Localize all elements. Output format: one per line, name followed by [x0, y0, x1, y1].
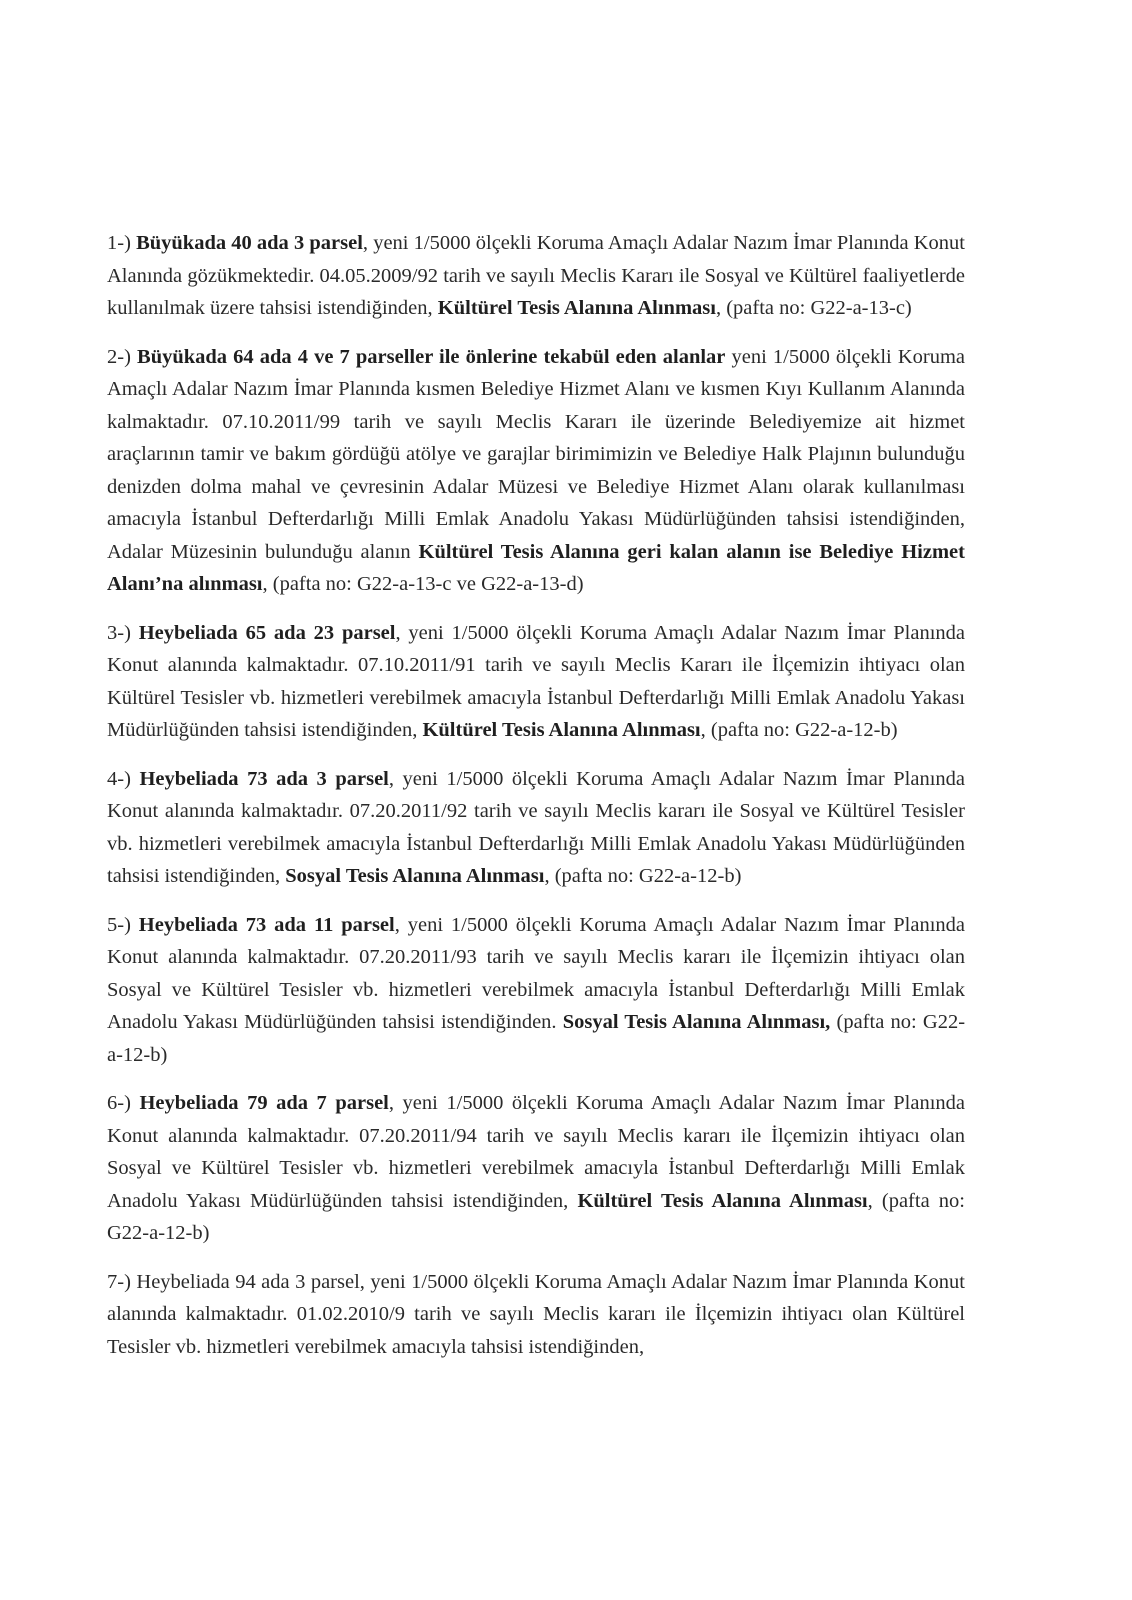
body-text: , yeni 1/5000 ölçekli Koruma Amaçlı Adalar Nazım İmar Planında Konut Alanında gözükmektedir. 04.05.2009/92 tarih ve sayılı Meclis Kararı ile Sosyal ve Kültürel faaliyetlerde kullanılmak üzere tahsisi istendiğinden,	[107, 232, 965, 319]
item-paragraph	[107, 1266, 965, 1364]
bold-text: Heybeliada 73 ada 11 parsel	[138, 913, 395, 936]
body-text: , yeni 1/5000 ölçekli Koruma Amaçlı Adalar Nazım İmar Planında Konut alanında kalmaktadır. 07.10.2011/91 tarih ve sayılı Meclis Kararı ile İlçemizin ihtiyacı olan Kültürel Tesisler vb. hizmetleri verebilmek amacıyla İstanbul Defterdarlığı Milli Emlak Anadolu Yakası Müdürlüğünden tahsisi istendiğinden,	[107, 621, 965, 741]
list-item	[107, 617, 965, 747]
item-paragraph	[107, 763, 965, 893]
body-text: , yeni 1/5000 ölçekli Koruma Amaçlı Adalar Nazım İmar Planında Konut alanında kalmaktadır. 07.20.2011/94 tarih ve sayılı Meclis kararı ile İlçemizin ihtiyacı olan Sosyal ve Kültürel Tesisler vb. hizmetleri verebilmek amacıyla İstanbul Defterdarlığı Milli Emlak Anadolu Yakası Müdürlüğünden tahsisi istendiğinden,	[107, 1092, 965, 1212]
bold-text: Sosyal Tesis Alanına Alınması,	[562, 1011, 831, 1033]
bold-text: Kültürel Tesis Alanına Alınması	[422, 719, 701, 741]
bold-text: Kültürel Tesis Alanına geri kalan alanın ise Belediye Hizmet Alanı’na alınması	[107, 540, 965, 595]
bold-text: Kültürel Tesis Alanına Alınması	[437, 297, 716, 319]
list-item	[107, 341, 965, 601]
item-number: 7-)	[107, 1270, 137, 1293]
item-paragraph	[107, 1087, 965, 1250]
list-item	[107, 1087, 965, 1250]
bold-text: Heybeliada 79 ada 7 parsel	[139, 1092, 389, 1114]
body-text: , (pafta no: G22-a-12-b)	[107, 1189, 965, 1244]
body-text: , (pafta no: G22-a-12-b)	[700, 719, 898, 741]
item-paragraph	[107, 617, 965, 747]
item-number: 3-)	[107, 621, 139, 644]
list-item	[107, 1266, 965, 1364]
body-text: , yeni 1/5000 ölçekli Koruma Amaçlı Adalar Nazım İmar Planında Konut alanında kalmaktadır. 07.20.2011/92 tarih ve sayılı Meclis kararı ile Sosyal ve Kültürel Tesisler vb. hizmetleri verebilmek amacıyla İstanbul Defterdarlığı Milli Emlak Anadolu Yakası Müdürlüğünden tahsisi istendiğinden,	[107, 767, 965, 887]
body-text: yeni 1/5000 ölçekli Koruma Amaçlı Adalar Nazım İmar Planında kısmen Belediye Hizmet Alanı ve kısmen Kıyı Kullanım Alanında kalmaktadır. 07.10.2011/99 tarih ve sayılı Meclis Kararı ile üzerinde Belediyemize ait hizmet araçlarının tamir ve bakım gördüğü atölye ve garajlar birimimizin ve Belediye Halk Plajının bulunduğu denizden dolma mahal ve çevresinin Adalar Müzesi ve Belediye Hizmet Alanı olarak kullanılması amacıyla İstanbul Defterdarlığı Milli Emlak Anadolu Yakası Müdürlüğünden tahsisi istendiğinden, Adalar Müzesinin bulunduğu alanın	[107, 345, 965, 563]
list-item	[107, 227, 965, 325]
item-number: 2-)	[107, 345, 138, 368]
item-paragraph	[107, 909, 965, 1072]
document-page	[107, 227, 965, 1379]
body-text: , (pafta no: G22-a-13-c ve G22-a-13-d)	[262, 573, 584, 595]
list-item	[107, 909, 965, 1072]
bold-text: Sosyal Tesis Alanına Alınması	[285, 865, 545, 887]
item-number: 1-)	[107, 232, 137, 254]
bold-text: Heybeliada 65 ada 23 parsel	[138, 621, 396, 644]
body-text: , yeni 1/5000 ölçekli Koruma Amaçlı Adalar Nazım İmar Planında Konut alanında kalmaktadır. 07.20.2011/93 tarih ve sayılı Meclis kararı ile İlçemizin ihtiyacı olan Sosyal ve Kültürel Tesisler vb. hizmetleri verebilmek amacıyla İstanbul Defterdarlığı Milli Emlak Anadolu Yakası Müdürlüğünden tahsisi istendiğinden.	[107, 913, 965, 1033]
bold-text: Büyükada 40 ada 3 parsel	[136, 232, 363, 254]
bold-text: Büyükada 64 ada 4 ve 7 parseller ile önlerine tekabül eden alanlar	[137, 345, 726, 368]
item-number: 5-)	[107, 913, 139, 936]
item-paragraph	[107, 227, 965, 325]
body-text: (pafta no: G22-a-12-b)	[107, 1011, 966, 1066]
body-text: , (pafta no: G22-a-13-c)	[715, 297, 912, 319]
item-number: 6-)	[107, 1092, 140, 1114]
bold-text: Heybeliada 73 ada 3 parsel	[139, 767, 389, 790]
body-text: , (pafta no: G22-a-12-b)	[544, 865, 742, 887]
item-number: 4-)	[107, 767, 140, 790]
list-item	[107, 763, 965, 893]
item-paragraph	[107, 341, 965, 601]
body-text: Heybeliada 94 ada 3 parsel, yeni 1/5000 ölçekli Koruma Amaçlı Adalar Nazım İmar Planında Konut alanında kalmaktadır. 01.02.2010/9 tarih ve sayılı Meclis kararı ile İlçemizin ihtiyacı olan Kültürel Tesisler vb. hizmetleri verebilmek amacıyla tahsisi istendiğinden,	[107, 1270, 966, 1358]
bold-text: Kültürel Tesis Alanına Alınması	[577, 1189, 868, 1212]
